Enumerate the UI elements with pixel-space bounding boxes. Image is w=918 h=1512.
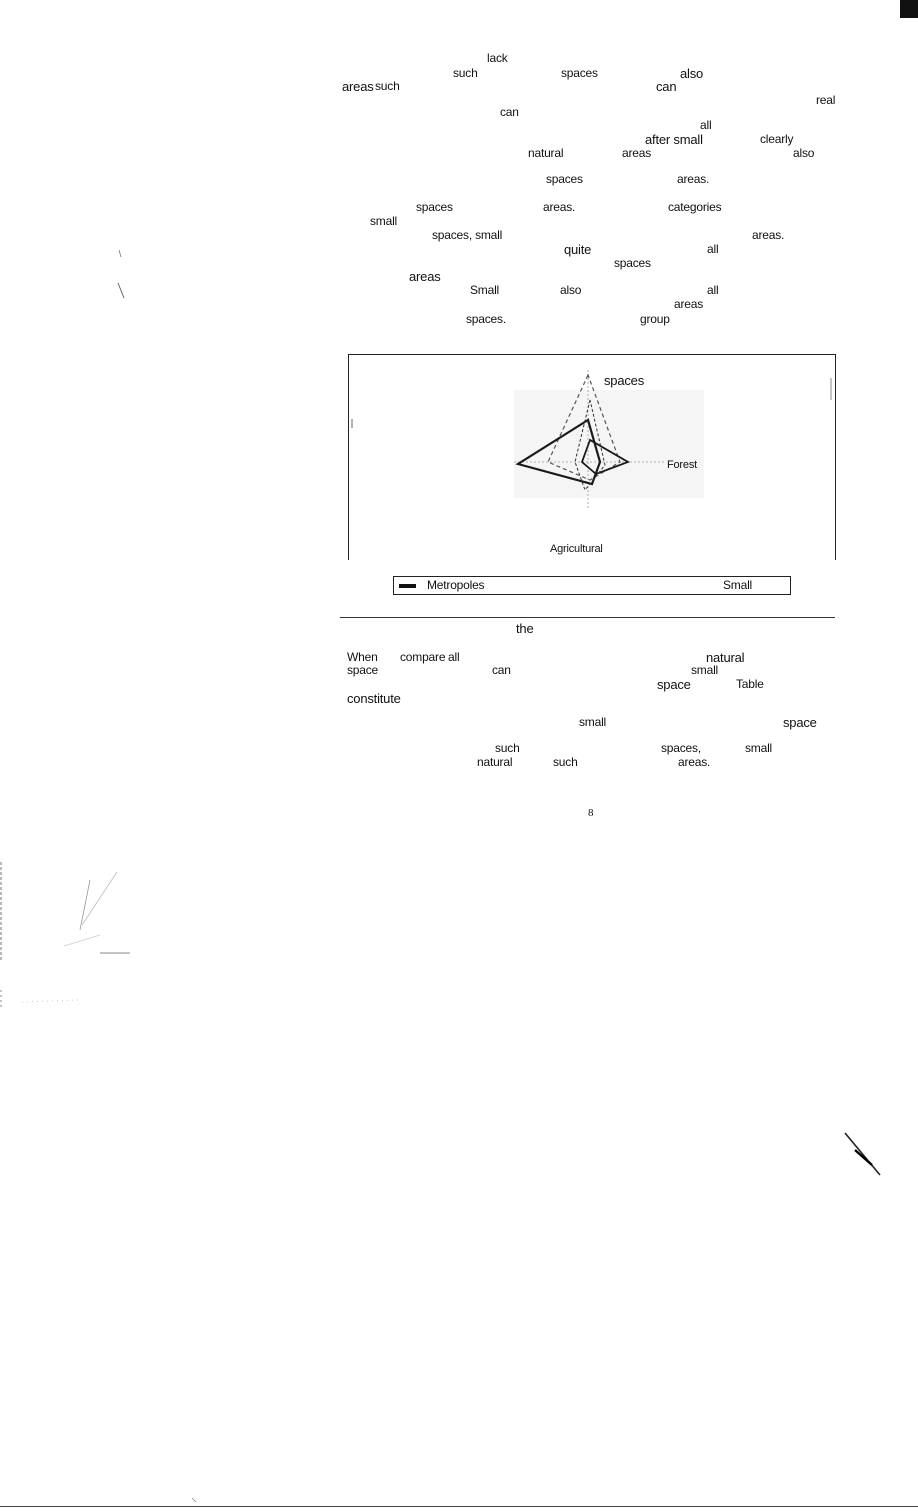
- legend-label-small: Small: [723, 578, 753, 592]
- scan-mark: [80, 880, 90, 930]
- text-fragment: lack: [487, 51, 508, 65]
- text-fragment: natural: [528, 146, 564, 160]
- text-fragment: spaces,: [661, 741, 701, 755]
- text-fragment: natural: [706, 650, 745, 665]
- text-fragment: areas.: [752, 228, 785, 242]
- text-fragment: also: [560, 283, 582, 297]
- text-fragment: can: [656, 79, 677, 94]
- text-fragment: areas: [674, 297, 704, 311]
- scan-mark: [118, 283, 124, 298]
- scan-mark: [64, 935, 100, 946]
- text-fragment: space: [783, 715, 817, 730]
- text-fragment: areas: [409, 269, 441, 284]
- text-fragment: group: [640, 312, 670, 326]
- text-fragment: spaces: [614, 256, 651, 270]
- text-fragment: can: [500, 105, 519, 119]
- text-fragment: areas.: [677, 172, 710, 186]
- text-fragment: also: [793, 146, 815, 160]
- text-fragment: Table: [736, 677, 764, 691]
- text-fragment: small: [745, 741, 773, 755]
- text-fragment: small: [691, 663, 719, 677]
- scan-mark: [82, 872, 117, 925]
- text-fragment: all: [707, 283, 719, 297]
- scan-mark: [845, 1133, 880, 1175]
- text-fragment: spaces: [546, 172, 583, 186]
- text-fragment: all: [700, 118, 712, 132]
- text-fragment: constitute: [347, 691, 401, 706]
- text-fragment: such: [453, 66, 478, 80]
- text-fragment: such: [495, 741, 520, 755]
- text-fragment: quite: [564, 242, 592, 257]
- text-fragment: small: [579, 715, 607, 729]
- text-fragment: such: [553, 755, 578, 769]
- scan-mark: [855, 1150, 872, 1165]
- text-fragment: spaces: [416, 200, 453, 214]
- text-fragment: can: [492, 663, 511, 677]
- text-fragment: such: [375, 79, 400, 93]
- caption-fragment: the: [516, 621, 534, 636]
- text-fragment: natural: [477, 755, 513, 769]
- text-fragment: all: [448, 650, 460, 664]
- text-fragment: space: [347, 663, 379, 677]
- text-fragment: When: [347, 650, 378, 664]
- text-fragment: spaces.: [466, 312, 506, 326]
- radar-axis-label-top: spaces: [604, 373, 644, 388]
- radar-axis-label-bottom: Agricultural: [550, 543, 603, 555]
- text-fragment: all: [707, 242, 719, 256]
- text-fragment: Small: [470, 283, 500, 297]
- text-fragment: space: [657, 677, 691, 692]
- scan-mark: [22, 1000, 78, 1002]
- text-fragment: clearly: [760, 132, 794, 146]
- scan-mark: [192, 1498, 196, 1502]
- text-fragment: areas.: [678, 755, 711, 769]
- text-fragment: also: [680, 66, 704, 81]
- text-fragment: compare: [400, 650, 446, 664]
- page-number: 8: [588, 807, 594, 819]
- scan-bottom-edge: [0, 1506, 918, 1507]
- legend-label-metropoles: Metropoles: [427, 578, 485, 592]
- text-fragment: real: [816, 93, 836, 107]
- text-fragment: small: [370, 214, 398, 228]
- scan-mark: [119, 250, 121, 257]
- text-fragment: categories: [668, 200, 722, 214]
- radar-axis-label-right: Forest: [667, 459, 697, 471]
- text-fragment: spaces: [561, 66, 598, 80]
- text-fragment: areas: [622, 146, 652, 160]
- text-fragment: spaces, small: [432, 228, 503, 242]
- text-fragment: after small: [645, 132, 703, 147]
- text-fragment: areas.: [543, 200, 576, 214]
- text-fragment: areas: [342, 79, 374, 94]
